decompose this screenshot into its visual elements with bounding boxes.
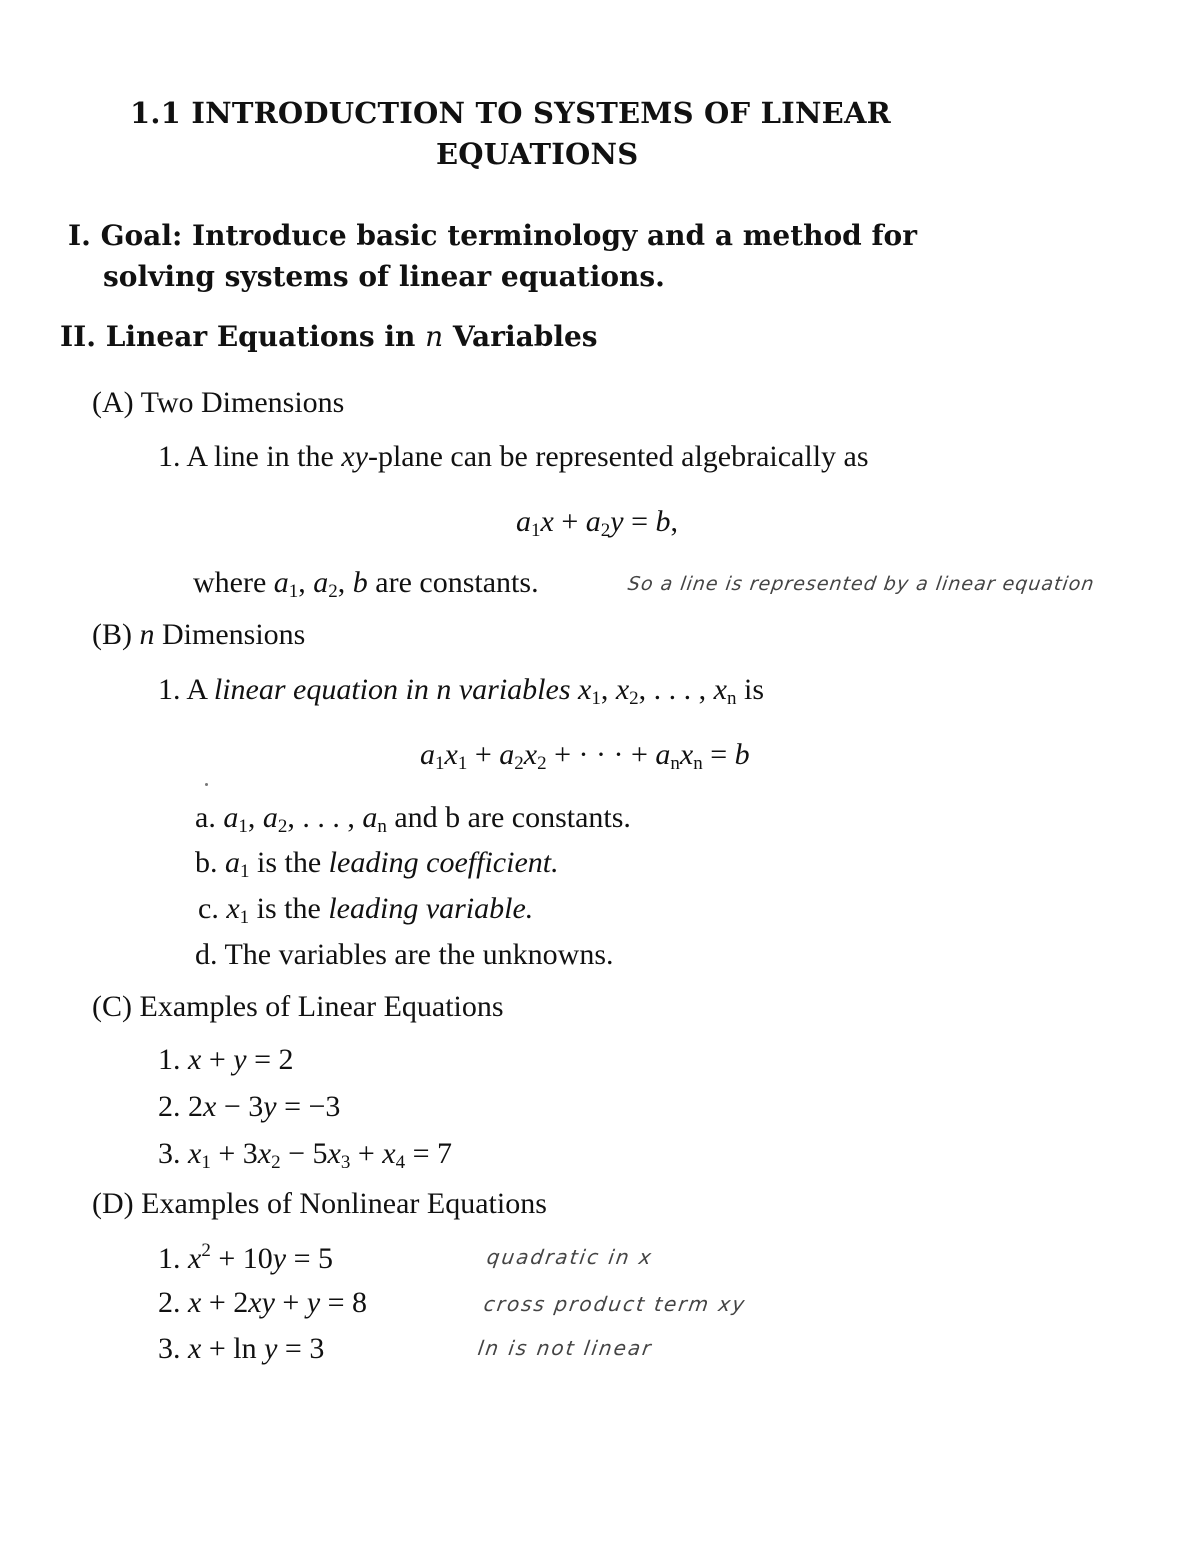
section-2-prefix: II. Linear Equations in: [60, 320, 416, 353]
goal-text-1: Introduce basic terminology and a method for: [192, 219, 917, 252]
part-b-heading-pre: (B): [92, 618, 132, 651]
part-b-heading-var: n: [139, 618, 155, 651]
part-a-item-1-pre: 1. A line in the: [158, 440, 334, 473]
section-2-var: n: [425, 320, 444, 353]
scan-speck: [205, 783, 208, 786]
equation-n-variables: $a_1x_1 + a_2x_2$ + · · · + $a_nx_n = b$: [420, 738, 750, 774]
handwritten-note-cross-product: cross product term xy: [482, 1292, 748, 1316]
part-b-sub-b: b. $a_1$ is the leading coefficient.: [195, 846, 559, 882]
nonlinear-example-2: 2. x + 2xy + y = 8: [158, 1286, 368, 1319]
linear-example-2: 2. 2x − 3y = −3: [158, 1090, 341, 1123]
part-b-sub-a: a. $a_1$, $a_2$, . . . , $a_n$ and b are constants.: [195, 801, 631, 837]
linear-example-1-num: 1.: [158, 1043, 181, 1076]
section-2-suffix: Variables: [452, 320, 598, 353]
title-line-1: 1.1 INTRODUCTION TO SYSTEMS OF LINEAR: [130, 96, 891, 130]
part-a-item-1-post: -plane can be represented algebraically as: [367, 440, 869, 473]
title-line-2: EQUATIONS: [436, 137, 639, 171]
handwritten-note-line: So a line is represented by a linear equation: [626, 573, 1097, 595]
part-b-sub-c-mid: is the: [256, 892, 321, 925]
part-b-heading-post: Dimensions: [162, 618, 306, 651]
part-b-item-1-em: linear equation in n variables: [213, 673, 571, 706]
part-d-heading: (D) Examples of Nonlinear Equations: [92, 1187, 547, 1220]
linear-example-3-num: 3.: [158, 1137, 181, 1170]
part-b-sub-b-em: leading coefficient.: [328, 846, 559, 879]
part-a-where-pre: where: [193, 566, 267, 599]
handwritten-note-ln: ln is not linear: [476, 1336, 655, 1360]
part-b-sub-b-label: b.: [195, 846, 218, 879]
part-b-sub-b-mid: is the: [257, 846, 322, 879]
handwritten-note-quadratic: quadratic in x: [485, 1245, 655, 1269]
part-b-item-1: 1. A linear equation in n variables $x_1$, $x_2$, . . . , $x_n$ is: [158, 673, 764, 709]
goal-line-1: [68, 219, 917, 252]
part-b-sub-c-em: leading variable.: [328, 892, 534, 925]
part-b-sub-c: c. $x_1$ is the leading variable.: [198, 892, 534, 928]
part-c-heading: (C) Examples of Linear Equations: [92, 990, 504, 1023]
equation-2d-line: $a_1x + a_2y = b$,: [516, 505, 678, 541]
part-b-sub-d: d. The variables are the unknowns.: [195, 938, 614, 971]
goal-label: I. Goal:: [68, 219, 183, 252]
nonlinear-example-3: 3. x + ln y = 3: [158, 1332, 325, 1365]
part-b-item-1-post: is: [743, 673, 764, 706]
linear-example-2-num: 2.: [158, 1090, 181, 1123]
goal-line-2: solving systems of linear equations.: [103, 260, 665, 293]
part-b-heading: [92, 618, 305, 652]
part-a-where-post: are constants.: [375, 566, 539, 599]
part-b-sub-a-label: a.: [195, 801, 216, 834]
part-b-sub-a-text: and b are constants.: [394, 801, 631, 834]
nonlinear-example-3-num: 3.: [158, 1332, 181, 1365]
linear-example-1: 1. x + y = 2: [158, 1043, 294, 1076]
part-a-where: where $a_1$, $a_2$, b are constants.: [193, 566, 539, 602]
linear-example-3: 3. $x_1 + 3x_2 - 5x_3 + x_4 = 7$: [158, 1137, 452, 1173]
part-a-item-1: [158, 440, 869, 474]
nonlinear-example-1: 1. $x^2 + 10y = 5$: [158, 1240, 333, 1275]
part-b-sub-c-label: c.: [198, 892, 219, 925]
nonlinear-example-2-num: 2.: [158, 1286, 181, 1319]
part-b-item-1-pre: 1. A: [158, 673, 207, 706]
section-2-heading: [60, 320, 598, 353]
nonlinear-example-1-num: 1.: [158, 1242, 181, 1275]
part-a-heading: (A) Two Dimensions: [92, 386, 345, 419]
part-a-item-1-var: xy: [341, 440, 368, 473]
